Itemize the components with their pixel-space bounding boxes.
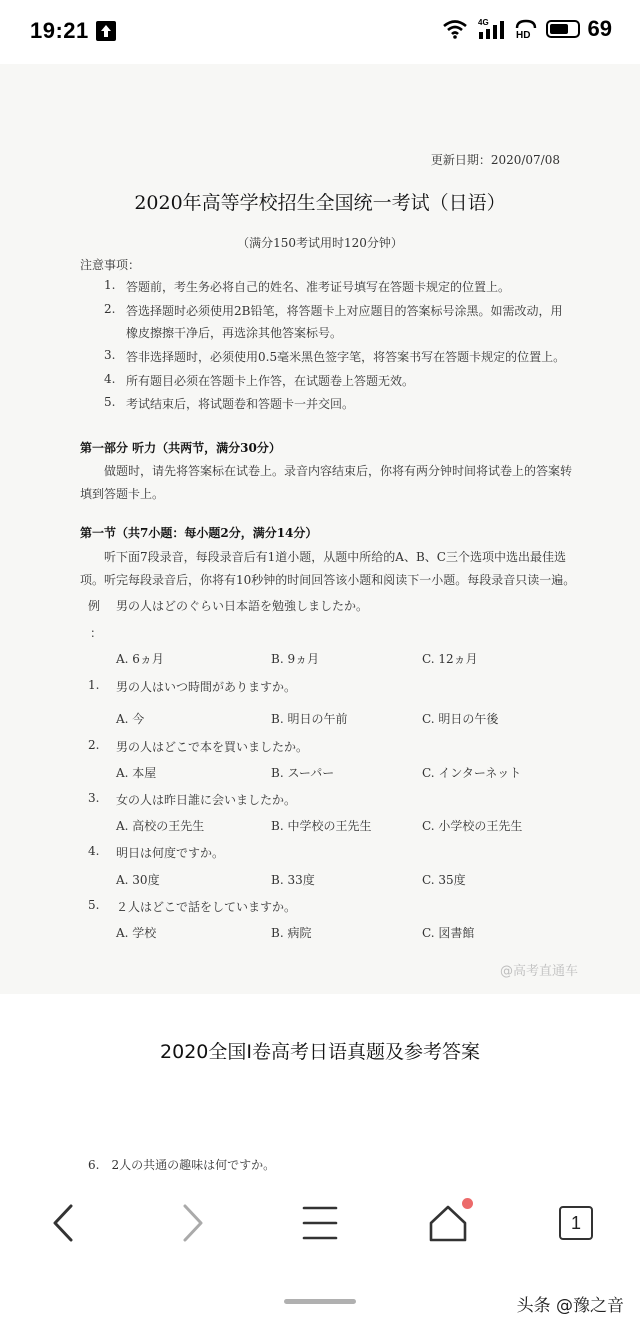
answer-option: B. 33度 [271, 873, 315, 887]
answer-option: A. 本屋 [116, 766, 157, 780]
cellular-signal-icon [476, 18, 506, 40]
question-text: 明日は何度ですか。 [116, 846, 225, 860]
question-number: 2. [88, 738, 100, 752]
question-number: 1. [88, 678, 100, 692]
upload-notification-icon [96, 21, 116, 41]
notification-dot [462, 1198, 473, 1209]
hd-call-icon [514, 18, 538, 40]
question-number: 4. [88, 844, 100, 858]
question-text: 女の人は昨日誰に会いましたか。 [116, 793, 297, 807]
answer-option: C. 35度 [422, 873, 466, 887]
tabs-button[interactable] [536, 1186, 616, 1260]
notice-number: 2. [104, 302, 116, 316]
answer-option: A. 学校 [116, 926, 157, 940]
network-type-label: 4G [477, 18, 489, 27]
battery-level: 69 [587, 16, 612, 41]
exam-title: 2020年高等学校招生全国统一考试（日语） [134, 192, 506, 214]
notice-text: 答题前，考生务必将自己的姓名、准考证号填写在答题卡规定的位置上。 [126, 280, 511, 294]
example-question: 男の人はどのぐらい日本語を勉強しましたか。 [116, 599, 369, 613]
part1-heading: 第一部分 听力（共两节，满分30分） [80, 441, 281, 455]
home-icon [428, 1204, 468, 1242]
answer-option: A. 30度 [116, 873, 160, 887]
answer-option: B. 明日の午前 [271, 712, 348, 726]
answer-option: B. 中学校の王先生 [271, 819, 372, 833]
notice-number: 5. [104, 395, 116, 409]
question-6-preview: 6. 2人の共通の趣味は何ですか。 [88, 1158, 276, 1172]
menu-button[interactable] [280, 1186, 360, 1260]
chevron-right-icon [177, 1203, 207, 1243]
question-text: ２人はどこで話をしていますか。 [116, 900, 297, 914]
question-text: 男の人はどこで本を買いましたか。 [116, 740, 309, 754]
article-caption: 2020全国I卷高考日语真题及参考答案 [160, 1041, 480, 1063]
status-time: 19:21 [30, 18, 89, 43]
answer-option: A. 6ヵ月 [116, 652, 164, 666]
notice-number: 4. [104, 372, 116, 386]
answer-option: B. 病院 [271, 926, 312, 940]
part1-text-continued: 填到答题卡上。 [80, 487, 165, 501]
example-colon: ： [90, 626, 103, 640]
status-bar [0, 0, 640, 64]
notice-text-continued: 橡皮擦擦干净后，再选涂其他答案标号。 [126, 326, 343, 340]
section1-text: 听下面7段录音，每段录音后有1道小题，从题中所给的A、B、C三个选项中选出最佳选 [104, 550, 566, 564]
home-button[interactable] [408, 1186, 488, 1260]
section1-text-continued: 项。听完每段录音后，你将有10秒钟的时间回答该小题和阅读下一小题。每段录音只读一遍。 [80, 573, 576, 587]
weibo-watermark: @高考直通车 [500, 964, 579, 979]
exam-document-image [0, 64, 640, 994]
battery-icon [546, 20, 580, 38]
tab-count-icon: 1 [559, 1206, 593, 1240]
notice-text: 所有题目必须在答题卡上作答，在试题卷上答题无效。 [126, 374, 415, 388]
notice-text: 答选择题时必须使用2B铅笔，将答题卡上对应题目的答案标号涂黑。如需改动，用 [126, 304, 563, 318]
notice-text: 答非选择题时，必须使用0.5毫米黑色签字笔，将答案书写在答题卡规定的位置上。 [126, 350, 566, 364]
section1-heading: 第一节（共7小题：每小题2分，满分14分） [80, 526, 318, 540]
update-date: 更新日期：2020/07/08 [430, 153, 560, 167]
notice-number: 1. [104, 278, 116, 292]
answer-option: B. 9ヵ月 [271, 652, 320, 666]
part1-text: 做题时，请先将答案标在试卷上。录音内容结束后，你将有两分钟时间将试卷上的答案转 [104, 464, 573, 478]
notice-heading: 注意事项： [80, 258, 141, 272]
browser-toolbar [0, 1186, 640, 1260]
hd-label: HD [515, 30, 530, 40]
gesture-bar[interactable] [284, 1299, 356, 1304]
menu-icon [302, 1205, 338, 1241]
answer-option: C. インターネット [422, 766, 522, 780]
answer-option: C. 明日の午後 [422, 712, 499, 726]
answer-option: C. 12ヵ月 [422, 652, 478, 666]
question-number: 3. [88, 791, 100, 805]
exam-subtitle: （满分150考试用时120分钟） [237, 236, 403, 250]
question-number: 5. [88, 898, 100, 912]
status-icons [442, 16, 612, 42]
source-watermark: 头条 @豫之音 [516, 1296, 624, 1316]
chevron-left-icon [49, 1203, 79, 1243]
back-button[interactable] [24, 1186, 104, 1260]
wifi-icon [442, 19, 468, 39]
answer-option: C. 図書館 [422, 926, 475, 940]
notice-number: 3. [104, 348, 116, 362]
answer-option: C. 小学校の王先生 [422, 819, 523, 833]
question-text: 男の人はいつ時間がありますか。 [116, 680, 297, 694]
answer-option: A. 今 [116, 712, 145, 726]
notice-text: 考试结束后，将试题卷和答题卡一并交回。 [126, 397, 355, 411]
example-label: 例 [88, 599, 101, 613]
answer-option: B. スーパー [271, 766, 335, 780]
answer-option: A. 高校の王先生 [116, 819, 205, 833]
forward-button[interactable] [152, 1186, 232, 1260]
